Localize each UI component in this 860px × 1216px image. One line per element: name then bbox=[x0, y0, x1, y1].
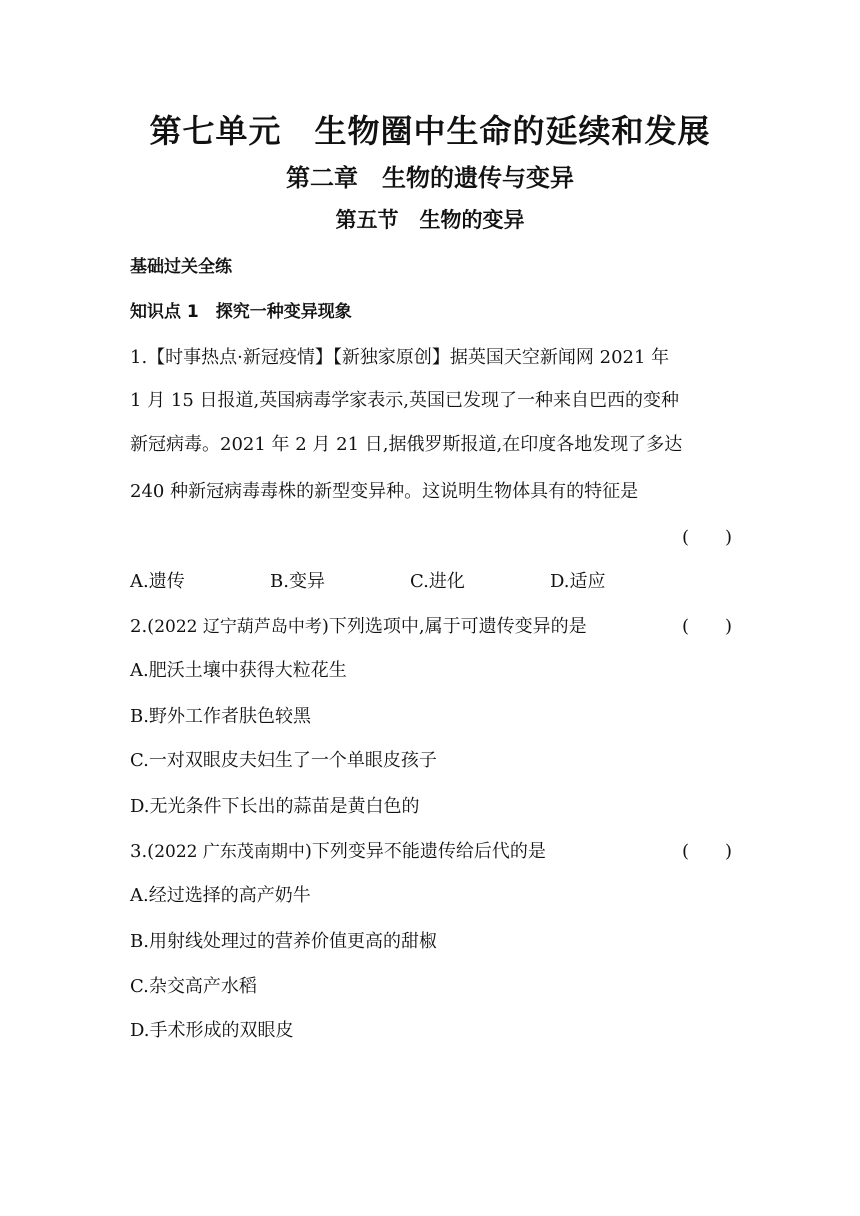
q2-option-b: B.野外工作者肤色较黑 bbox=[130, 706, 311, 727]
knowledge-point-heading: 知识点 1 探究一种变异现象 bbox=[130, 302, 352, 322]
q1-option-b: B.变异 bbox=[270, 571, 325, 592]
q1-answer-paren: ( ) bbox=[681, 527, 732, 548]
q1-option-a: A.遗传 bbox=[130, 571, 185, 592]
q2-stem-text: )下列选项中,属于可遗传变异的是 bbox=[321, 616, 587, 637]
q2-prefix: 2.( bbox=[130, 616, 155, 637]
q2-option-c: C.一对双眼皮夫妇生了一个单眼皮孩子 bbox=[130, 750, 437, 771]
q3-option-b: B.用射线处理过的营养价值更高的甜椒 bbox=[130, 931, 437, 952]
q1-line-4: 240 种新冠病毒毒株的新型变异种。这说明生物体具有的特征是 bbox=[130, 481, 639, 502]
q3-prefix: 3.( bbox=[130, 841, 155, 862]
q1-option-c: C.进化 bbox=[410, 571, 465, 592]
q1-option-d: D.适应 bbox=[550, 571, 606, 592]
q1-line-3: 新冠病毒。2021 年 2 月 21 日,据俄罗斯报道,在印度各地发现了多达 bbox=[130, 434, 683, 455]
q3-option-c: C.杂交高产水稻 bbox=[130, 976, 257, 997]
q2-option-a: A.肥沃土壤中获得大粒花生 bbox=[130, 660, 347, 681]
q1-options bbox=[130, 567, 690, 593]
q3-answer-paren: ( ) bbox=[681, 841, 732, 862]
unit-title: 第七单元 生物圈中生命的延续和发展 bbox=[149, 112, 711, 150]
q2-answer-paren: ( ) bbox=[681, 616, 732, 637]
q3-stem bbox=[130, 837, 546, 863]
q2-stem bbox=[130, 612, 587, 638]
q2-option-d: D.无光条件下长出的蒜苗是黄白色的 bbox=[130, 796, 420, 817]
section-title: 第五节 生物的变异 bbox=[335, 208, 525, 232]
part-label: 基础过关全练 bbox=[130, 257, 232, 277]
q3-option-d: D.手术形成的双眼皮 bbox=[130, 1020, 294, 1041]
chapter-title: 第二章 生物的遗传与变异 bbox=[286, 164, 574, 192]
q2-source: 2022 辽宁葫芦岛中考 bbox=[154, 617, 322, 637]
q1-line-2: 1 月 15 日报道,英国病毒学家表示,英国已发现了一种来自巴西的变种 bbox=[130, 390, 679, 411]
q3-stem-text: )下列变异不能遗传给后代的是 bbox=[304, 841, 546, 862]
q3-option-a: A.经过选择的高产奶牛 bbox=[130, 885, 311, 906]
q3-source: 2022 广东茂南期中 bbox=[154, 842, 305, 862]
q1-line-1: 1.【时事热点·新冠疫情】【新独家原创】据英国天空新闻网 2021 年 bbox=[130, 347, 670, 368]
